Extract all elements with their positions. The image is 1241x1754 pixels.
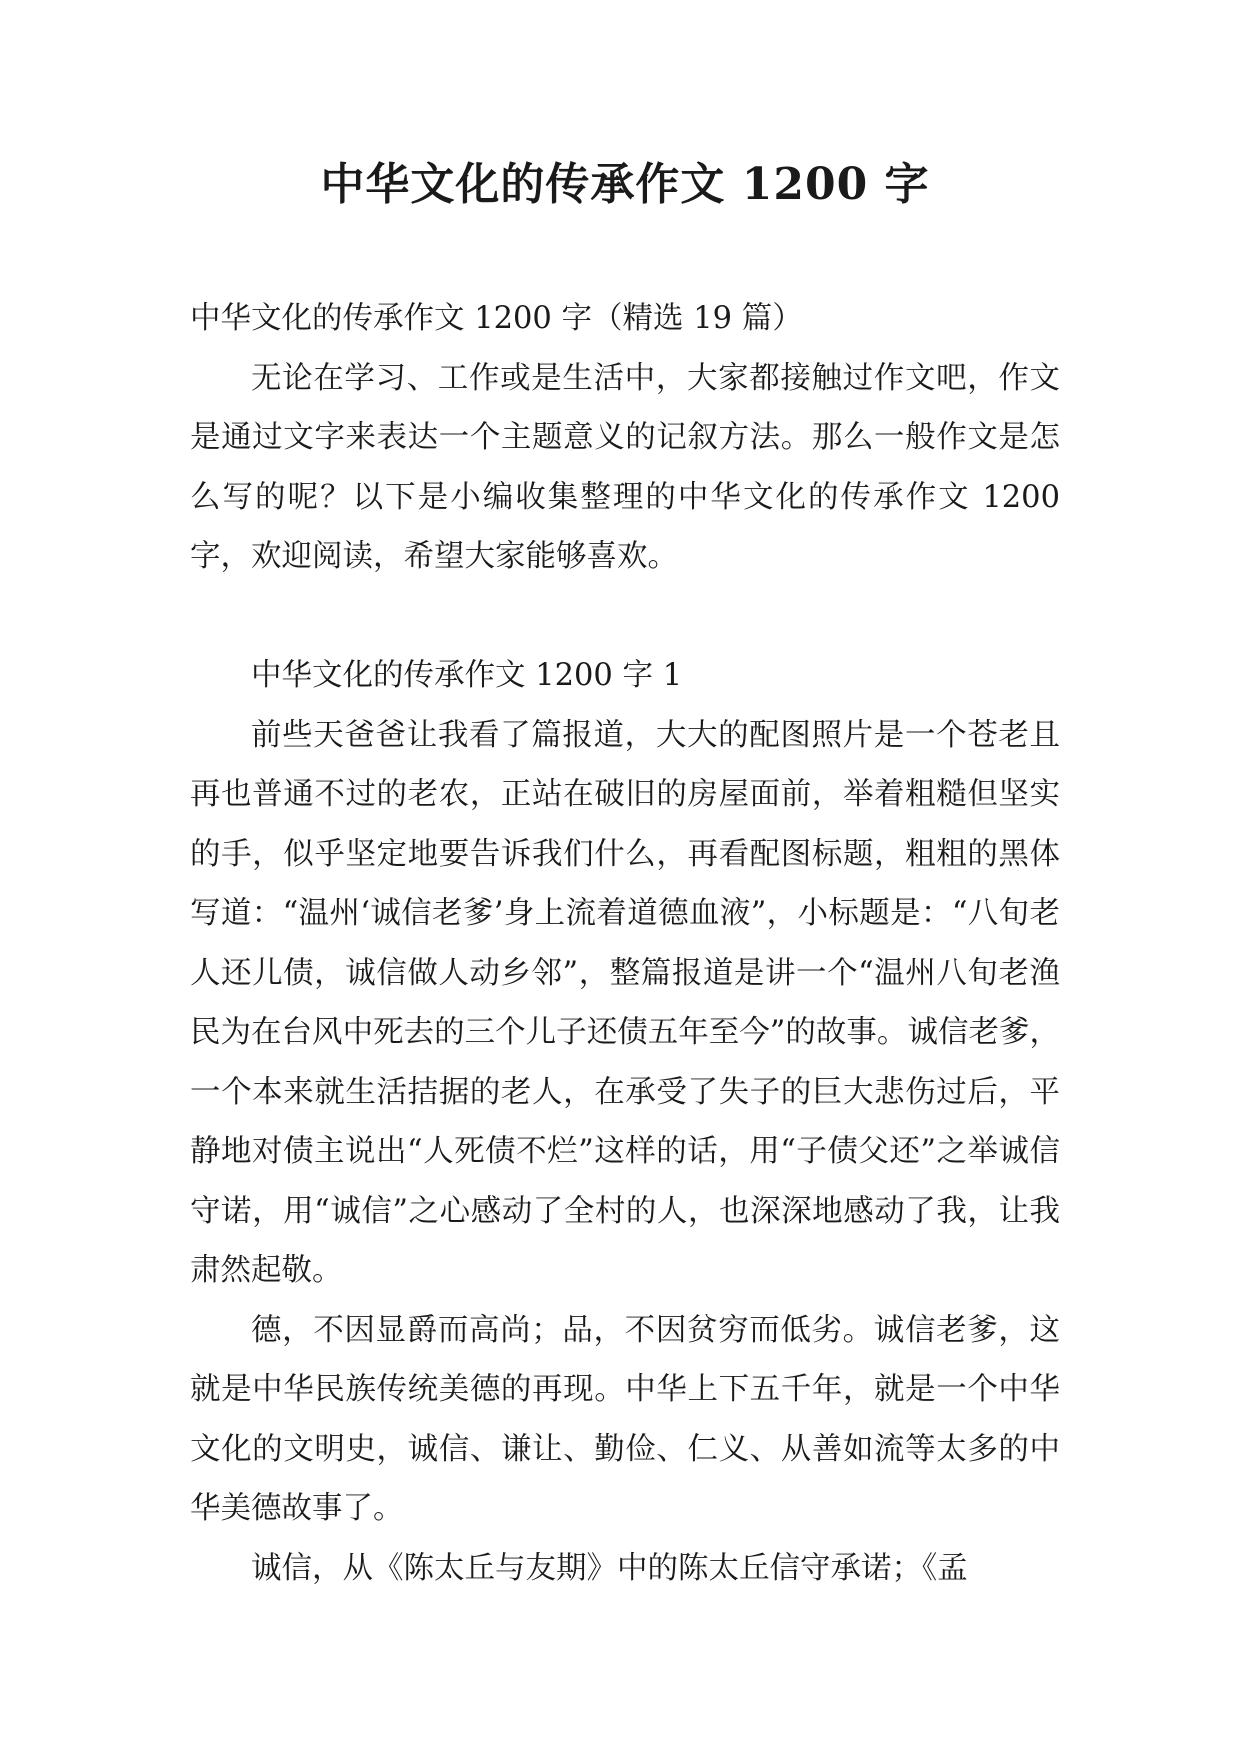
document-subtitle: 中华文化的传承作文 1200 字（精选 19 篇） xyxy=(190,301,803,336)
document-title: 中华文化的传承作文 1200 字 xyxy=(320,159,930,210)
body-paragraph: 德，不因显爵而高尚；品，不因贫穷而低劣。诚信老爹，这就是中华民族传统美德的再现。中华上下五千年，就是一个中华文化的文明史，诚信、谦让、勤俭、仁义、从善如流等太多的中华美德故事了。 xyxy=(190,1312,1060,1526)
paragraph-spacer xyxy=(190,587,1060,647)
body-paragraph: 前些天爸爸让我看了篇报道，大大的配图照片是一个苍老且再也普通不过的老农，正站在破旧的房屋面前，举着粗糙但坚实的手，似乎坚定地要告诉我们什么，再看配图标题，粗粗的黑体写道：“温州‘诚信老爹’身上流着道德血液”，小标题是：“八旬老人还儿债，诚信做人动乡邻”，整篇报道是讲一个“温州八旬老渔民为在台风中死去的三个儿子还债五年至今”的故事。诚信老爹，一个本来就生活拮据的老人，在承受了失子的巨大悲伤过后，平静地对债主说出“人死债不烂”这样的话，用“子债父还”之举诚信守诺，用“诚信”之心感动了全村的人，也深深地感动了我，让我肃然起敬。 xyxy=(190,717,1060,1288)
intro-paragraph: 无论在学习、工作或是生活中，大家都接触过作文吧，作文是通过文字来表达一个主题意义的记叙方法。那么一般作文是怎么写的呢？以下是小编收集整理的中华文化的传承作文 1200 字，欢迎阅读，希望大家能够喜欢。 xyxy=(190,360,1060,574)
body-paragraph: 诚信，从《陈太丘与友期》中的陈太丘信守承诺；《孟 xyxy=(251,1550,968,1586)
document-body xyxy=(190,289,1060,1598)
section-heading: 中华文化的传承作文 1200 字 1 xyxy=(251,658,683,693)
